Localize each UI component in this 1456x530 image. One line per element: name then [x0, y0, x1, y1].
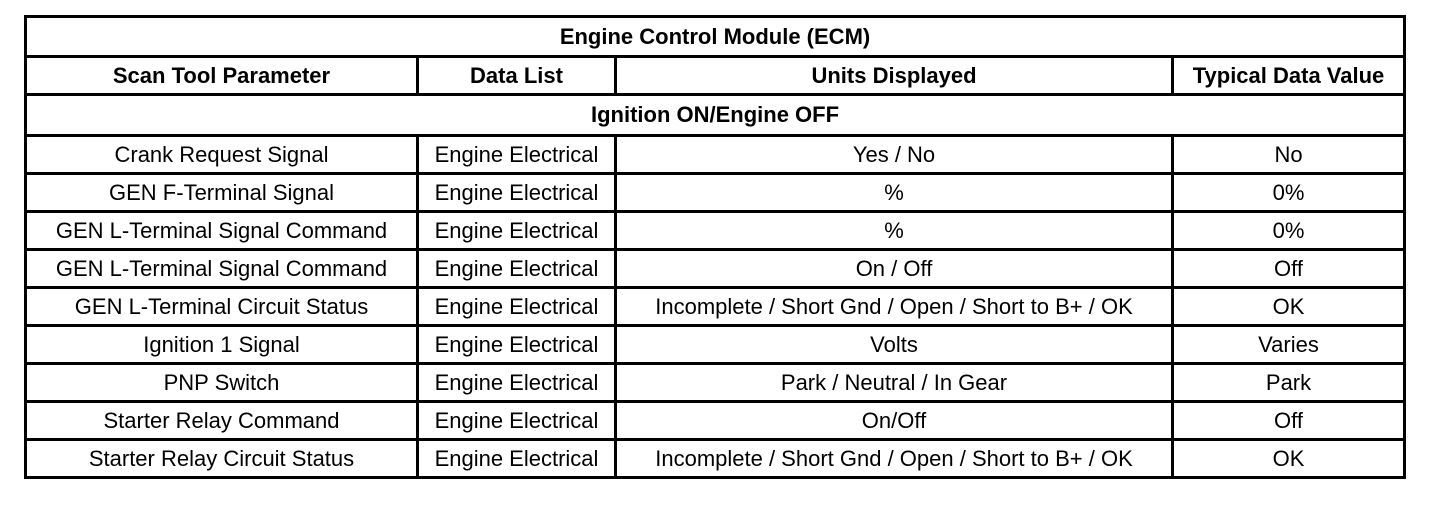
cell-units: On / Off — [616, 250, 1173, 288]
section-title: Ignition ON/Engine OFF — [26, 95, 1405, 136]
table-row — [26, 402, 1405, 440]
cell-units: Volts — [616, 326, 1173, 364]
column-header-units-displayed: Units Displayed — [616, 57, 1173, 95]
cell-data-list: Engine Electrical — [418, 364, 616, 402]
column-header-typical-data-value: Typical Data Value — [1173, 57, 1405, 95]
table-title: Engine Control Module (ECM) — [26, 17, 1405, 57]
table-row — [26, 136, 1405, 174]
table-row — [26, 212, 1405, 250]
cell-units: Incomplete / Short Gnd / Open / Short to B+ / OK — [616, 440, 1173, 478]
cell-parameter: PNP Switch — [26, 364, 418, 402]
cell-data-list: Engine Electrical — [418, 174, 616, 212]
cell-parameter: GEN L-Terminal Signal Command — [26, 250, 418, 288]
cell-parameter: Ignition 1 Signal — [26, 326, 418, 364]
table-row — [26, 364, 1405, 402]
cell-data-list: Engine Electrical — [418, 288, 616, 326]
cell-data-list: Engine Electrical — [418, 440, 616, 478]
cell-typical-value: No — [1173, 136, 1405, 174]
cell-typical-value: OK — [1173, 288, 1405, 326]
ecm-data-table — [24, 15, 1406, 479]
cell-typical-value: 0% — [1173, 212, 1405, 250]
cell-parameter: Starter Relay Command — [26, 402, 418, 440]
section-row — [26, 95, 1405, 136]
cell-units: Incomplete / Short Gnd / Open / Short to B+ / OK — [616, 288, 1173, 326]
table-row — [26, 250, 1405, 288]
cell-data-list: Engine Electrical — [418, 136, 616, 174]
cell-units: Yes / No — [616, 136, 1173, 174]
cell-typical-value: Off — [1173, 250, 1405, 288]
cell-units: % — [616, 212, 1173, 250]
cell-units: % — [616, 174, 1173, 212]
cell-typical-value: Varies — [1173, 326, 1405, 364]
cell-units: Park / Neutral / In Gear — [616, 364, 1173, 402]
column-header-row — [26, 57, 1405, 95]
table-row — [26, 174, 1405, 212]
cell-parameter: Starter Relay Circuit Status — [26, 440, 418, 478]
cell-typical-value: 0% — [1173, 174, 1405, 212]
cell-typical-value: Off — [1173, 402, 1405, 440]
column-header-scan-tool-parameter: Scan Tool Parameter — [26, 57, 418, 95]
cell-typical-value: OK — [1173, 440, 1405, 478]
cell-parameter: Crank Request Signal — [26, 136, 418, 174]
cell-parameter: GEN L-Terminal Signal Command — [26, 212, 418, 250]
cell-data-list: Engine Electrical — [418, 402, 616, 440]
cell-data-list: Engine Electrical — [418, 250, 616, 288]
table-row — [26, 326, 1405, 364]
table-row — [26, 288, 1405, 326]
cell-units: On/Off — [616, 402, 1173, 440]
cell-data-list: Engine Electrical — [418, 326, 616, 364]
column-header-data-list: Data List — [418, 57, 616, 95]
table-row — [26, 440, 1405, 478]
cell-data-list: Engine Electrical — [418, 212, 616, 250]
cell-parameter: GEN L-Terminal Circuit Status — [26, 288, 418, 326]
table-title-row — [26, 17, 1405, 57]
cell-typical-value: Park — [1173, 364, 1405, 402]
cell-parameter: GEN F-Terminal Signal — [26, 174, 418, 212]
